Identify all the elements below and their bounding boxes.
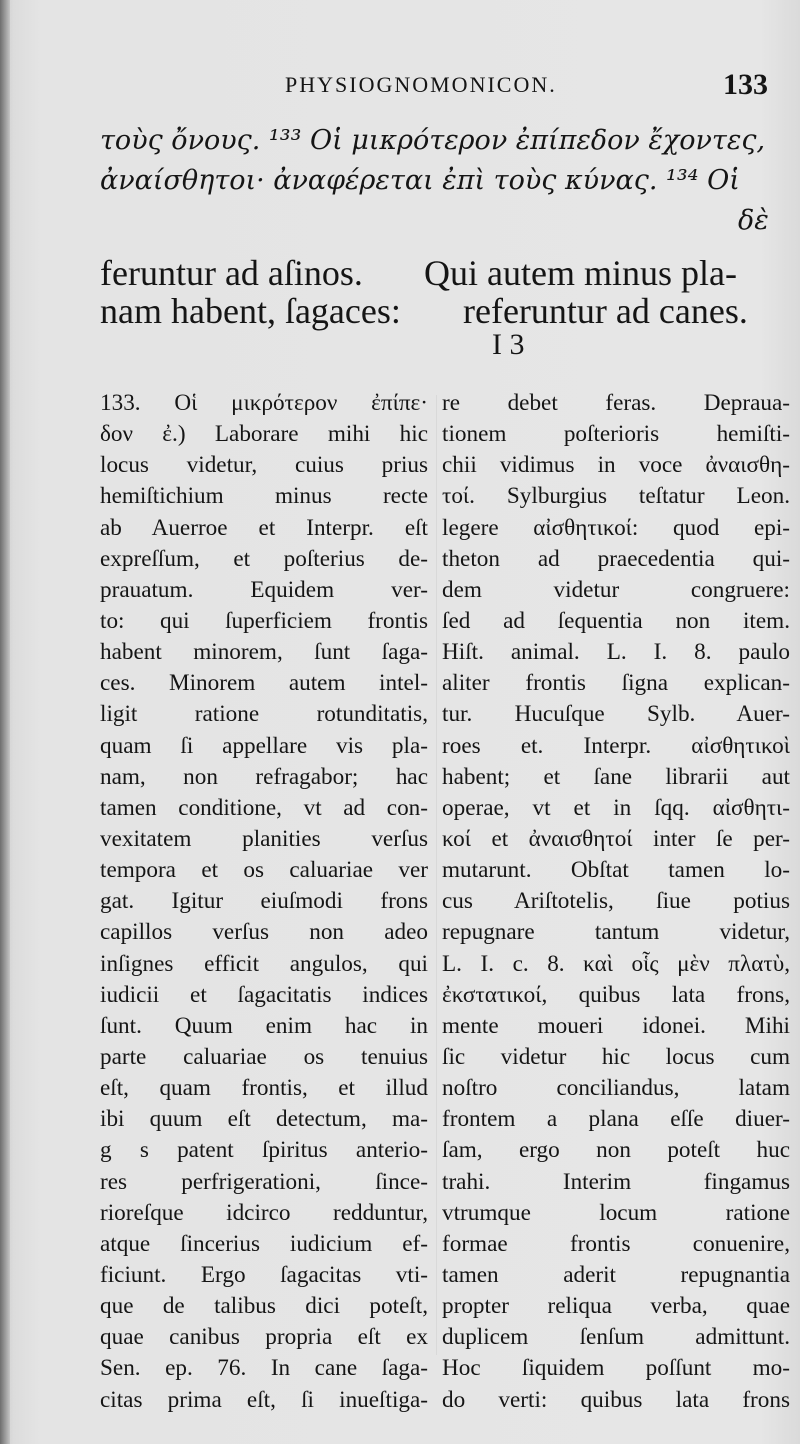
note-line: ſic videtur hic locus cum	[442, 1043, 790, 1070]
note-line: propter reliqua verba, quae	[442, 1293, 790, 1320]
note-line: ibi quum eſt detectum, ma-	[100, 1106, 428, 1133]
note-line: ab Auerroe et Interpr. eſt	[100, 514, 428, 541]
note-line: habent minorem, ſunt ſaga-	[100, 639, 428, 666]
note-line: ſed ad ſequentia non item.	[442, 607, 790, 634]
note-line: res perfrigerationi, ſince-	[100, 1168, 428, 1195]
note-line: trahi. Interim fingamus	[442, 1168, 790, 1195]
note-line: habent; et ſane librarii aut	[442, 763, 790, 790]
note-line: tempora et os caluariae ver	[100, 857, 428, 884]
note-line: citas prima eſt, ſi inueſtiga-	[100, 1386, 428, 1413]
note-line: vtrumque locum ratione	[442, 1199, 790, 1226]
note-line: inſignes efficit angulos, qui	[100, 950, 428, 977]
latin-left-line-2: nam habent, ſagaces:	[100, 291, 401, 331]
note-line: ligit ratione rotunditatis,	[100, 701, 428, 728]
note-line: capillos verſus non adeo	[100, 919, 428, 946]
note-line: expreſſum, et poſterius de-	[100, 545, 428, 572]
note-line: L. I. c. 8. καὶ οἷς μὲν πλατὺ,	[442, 950, 790, 977]
note-line: frontem a plana eſſe diuer-	[442, 1106, 790, 1133]
note-line: tamen conditione, vt ad con-	[100, 794, 428, 821]
note-line: locus videtur, cuius prius	[100, 452, 428, 479]
note-line: chii vidimus in voce ἀναισθη-	[442, 452, 790, 479]
note-line: duplicem ſenſum admittunt.	[442, 1324, 790, 1351]
note-line: Sen. ep. 76. In cane ſaga-	[100, 1355, 428, 1382]
note-line: vexitatem planities verſus	[100, 825, 428, 852]
note-line: do verti: quibus lata frons	[442, 1386, 790, 1413]
note-line: Hoc ſiquidem poſſunt mo-	[442, 1355, 790, 1382]
note-line: Hiſt. animal. L. I. 8. paulo	[442, 639, 790, 666]
note-line: cus Ariſtotelis, ſiue potius	[442, 888, 790, 915]
note-line: legere αἰσθητικοί: quod epi-	[442, 514, 790, 541]
note-line: que de talibus dici poteſt,	[100, 1293, 428, 1320]
note-line: τοί. Sylburgius teſtatur Leon.	[442, 483, 790, 510]
note-line: nam, non refragabor; hac	[100, 763, 428, 790]
signature-mark: I 3	[492, 328, 525, 361]
note-line: aliter frontis ſigna explican-	[442, 670, 790, 697]
note-line: noſtro conciliandus, latam	[442, 1075, 790, 1102]
note-line: gat. Igitur eiuſmodi frons	[100, 888, 428, 915]
note-line: tur. Hucuſque Sylb. Auer-	[442, 701, 790, 728]
greek-line-2: ἀναίσθητοι· ἀναφέρεται ἐπὶ τοὺς κύνας. ¹³⁴ Οἱ	[100, 165, 740, 196]
note-line: ces. Minorem autem intel-	[100, 670, 428, 697]
note-line: mutarunt. Obſtat tamen lo-	[442, 857, 790, 884]
note-line: ſunt. Quum enim hac in	[100, 1012, 428, 1039]
notes-column-right	[442, 388, 790, 1416]
note-line: tamen aderit repugnantia	[442, 1261, 790, 1288]
note-line: δον ἐ.) Laborare mihi hic	[100, 421, 428, 448]
note-line: quae canibus propria eſt ex	[100, 1324, 428, 1351]
note-line: ficiunt. Ergo ſagacitas vti-	[100, 1261, 428, 1288]
note-line: theton ad praecedentia qui-	[442, 545, 790, 572]
greek-line-1: τοὺς ὄνους. ¹³³ Οἱ μικρότερον ἐπίπεδον ἔχοντες,	[100, 125, 766, 156]
note-line: hemiſtichium minus recte	[100, 483, 428, 510]
note-line: formae frontis conuenire,	[442, 1230, 790, 1257]
running-title: PHYSIOGNOMONICON.	[285, 72, 557, 97]
note-line: rioreſque idcirco redduntur,	[100, 1199, 428, 1226]
note-line: to: qui ſuperficiem frontis	[100, 607, 428, 634]
note-line: dem videtur congruere:	[442, 576, 790, 603]
latin-right-line-1: Qui autem minus pla-	[424, 253, 737, 293]
note-line: parte caluariae os tenuius	[100, 1043, 428, 1070]
note-line: prauatum. Equidem ver-	[100, 576, 428, 603]
note-line: operae, vt et in ſqq. αἰσθητι-	[442, 794, 790, 821]
latin-right-line-2: referuntur ad canes.	[463, 291, 748, 331]
note-line: iudicii et ſagacitatis indices	[100, 981, 428, 1008]
note-line: κοί et ἀναισθητοί inter ſe per-	[442, 825, 790, 852]
note-line: mente moueri idonei. Mihi	[442, 1012, 790, 1039]
note-line: quam ſi appellare vis pla-	[100, 732, 428, 759]
note-line: roes et. Interpr. αἰσθητικοὶ	[442, 732, 790, 759]
page-header	[285, 70, 768, 106]
notes-column-left	[100, 388, 428, 1416]
latin-left-line-1: feruntur ad aſinos.	[100, 253, 363, 293]
note-line: 133. Οἱ μικρότερον ἐπίπε·	[100, 390, 428, 416]
note-line: atque ſincerius iudicium ef-	[100, 1230, 428, 1257]
note-line: ſam, ergo non poteſt huc	[442, 1137, 790, 1164]
page-number: 133	[723, 68, 768, 101]
note-line: re debet feras. Deprauа-	[442, 390, 790, 416]
binding-shadow	[0, 0, 10, 1444]
note-line: g s patent ſpiritus anterio-	[100, 1137, 428, 1164]
greek-line-3: δὲ	[738, 205, 769, 236]
note-line: eſt, quam frontis, et illud	[100, 1075, 428, 1102]
column-divider	[436, 395, 437, 1355]
note-line: tionem poſterioris hemiſti-	[442, 421, 790, 448]
note-line: repugnare tantum videtur,	[442, 919, 790, 946]
note-line: ἐκστατικοί, quibus lata frons,	[442, 981, 790, 1008]
